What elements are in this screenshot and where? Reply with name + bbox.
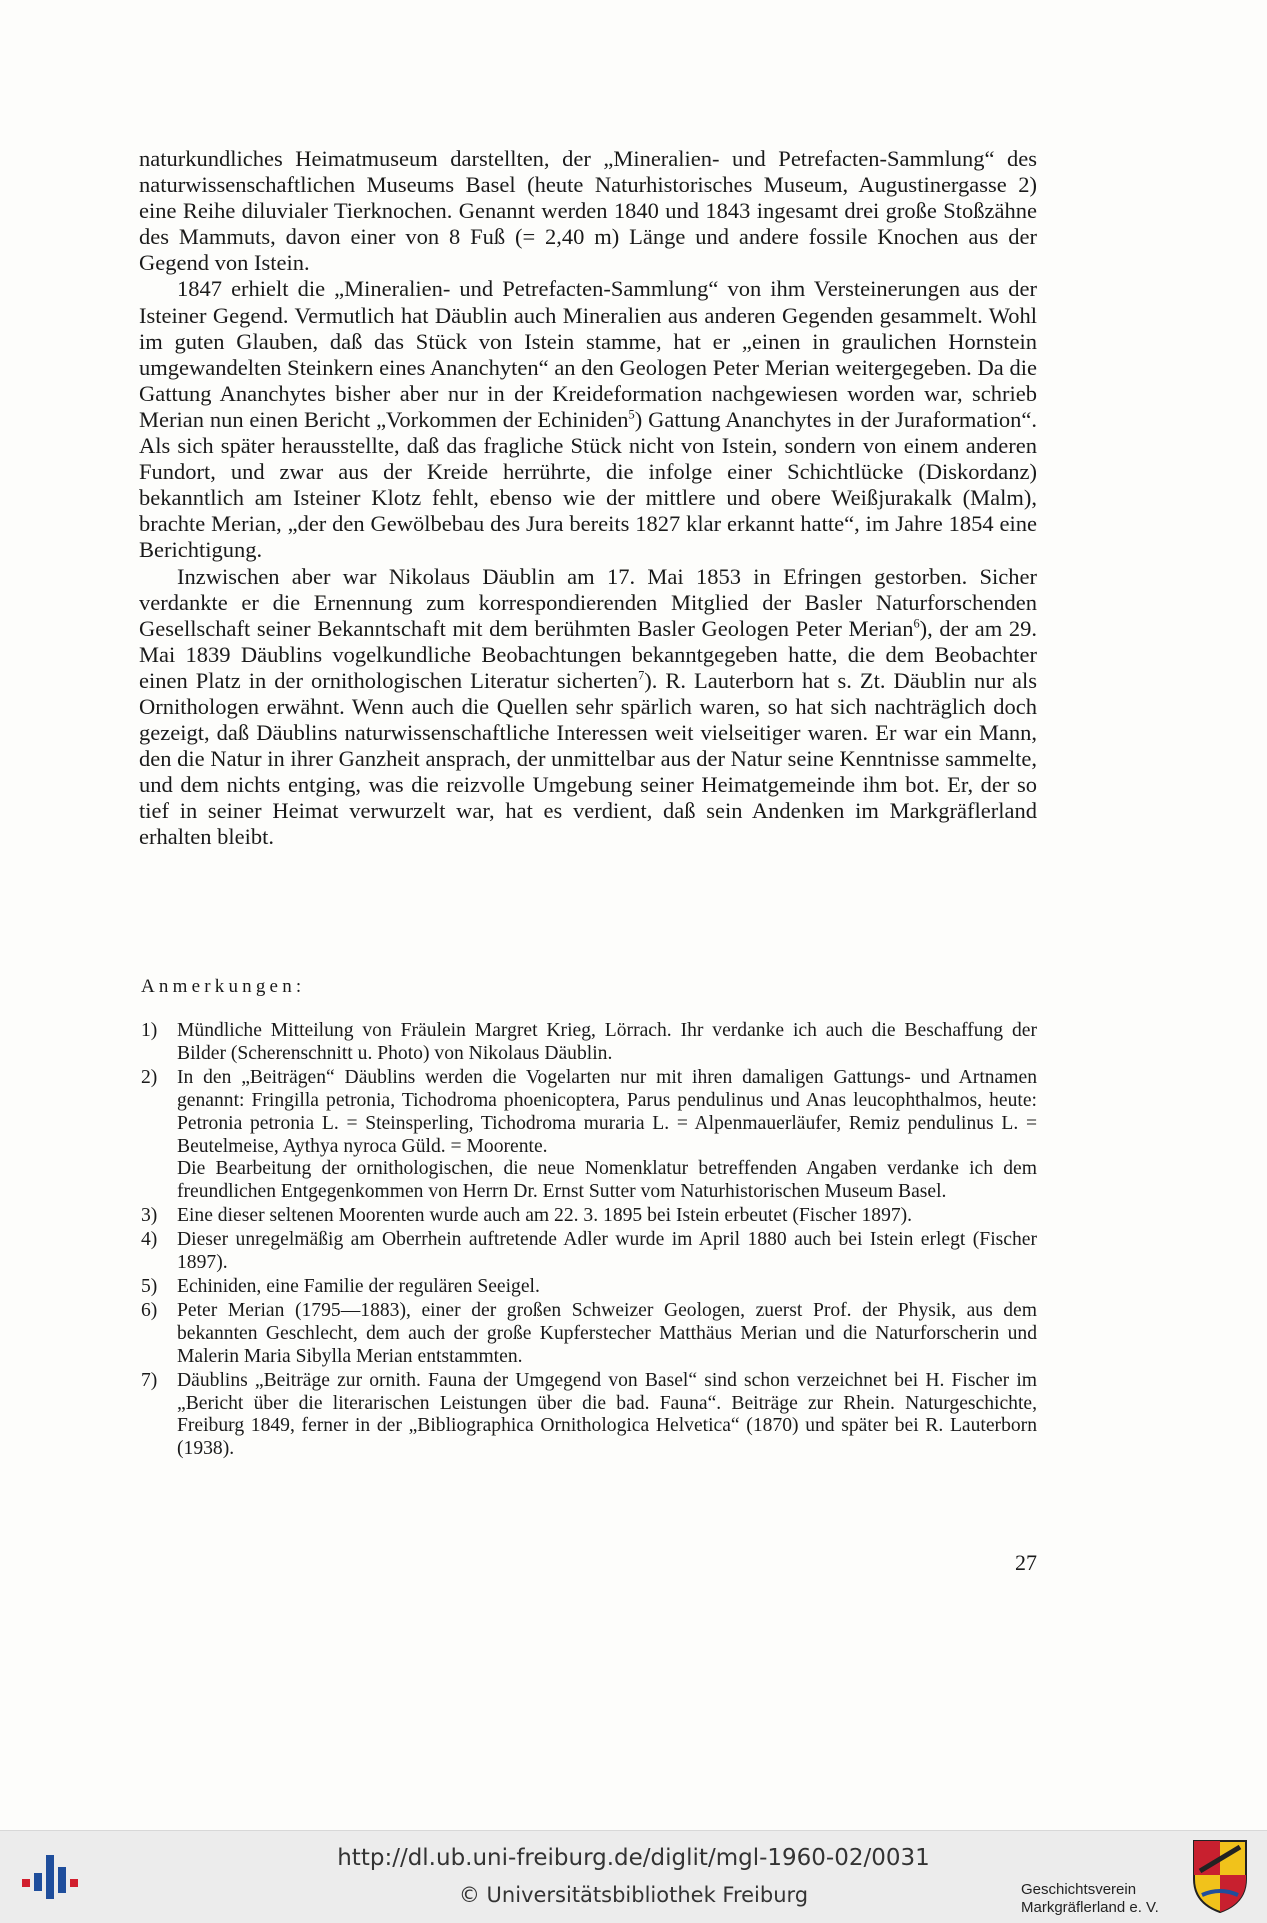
society-line: Markgräflerland e. V.: [1021, 1899, 1159, 1916]
note-text: Däublins „Beiträge zur ornith. Fauna der Umgegend von Basel“ sind schon verzeichnet bei H. Fischer im „Bericht über die literarischen Leistungen über die bad. Fauna“. Beiträge zur Rhein. Naturgeschichte, Freiburg 1849, ferner in der „Bibliographica Ornithologica Helvetica“ (1870) und später bei R. Lauterborn (1938).: [177, 1369, 1037, 1460]
note-item: [141, 1020, 1037, 1066]
society-name: [1021, 1881, 1191, 1917]
note-number: 2): [141, 1066, 158, 1088]
notes-list: [141, 1020, 1037, 1462]
note-text: Echiniden, eine Familie der regulären Seeigel.: [177, 1275, 540, 1297]
body-text-run: ). R. Lauterborn hat s. Zt. Däublin nur als Ornithologen erwähnt. Wenn auch die Quellen sehr spärlich waren, so hat sich nachträglich doch gezeigt, daß Däublins naturwissenschaftliche Interessen weit vielseitiger waren. Er war ein Mann, den die Natur in ihrer Ganzheit ansprach, der unmittelbar aus der Natur seine Kenntnisse sammelte, und dem nichts entging, was die reizvolle Umgebung seiner Heimatgemeinde ihm bot. Er, der so tief in seiner Heimat verwurzelt war, hat es verdient, daß sein Andenken im Markgräflerland erhalten bleibt.: [139, 667, 1037, 850]
body-text-run: ), der am 29. Mai 1839 Däublins vogelkundliche Beobachtungen bekanntgegeben hatte, die dem Beobachter einen Platz in der ornithologischen Literatur sicherten: [139, 615, 1037, 693]
source-url-link[interactable]: http://dl.ub.uni-freiburg.de/diglit/mgl-1960-02/0031: [337, 1845, 930, 1871]
note-text: Mündliche Mitteilung von Fräulein Margret Krieg, Lörrach. Ihr verdanke ich auch die Beschaffung der Bilder (Scherenschnitt u. Photo) von Nikolaus Däublin.: [177, 1020, 1037, 1064]
footnote-ref[interactable]: 7: [638, 668, 645, 683]
note-text: Dieser unregelmäßig am Oberrhein auftretende Adler wurde im April 1880 auch bei Istein erlegt (Fischer 1897).: [177, 1229, 1037, 1274]
note-number: 1): [141, 1020, 158, 1041]
notes-heading: Anmerkungen:: [141, 976, 306, 997]
note-item: [141, 1229, 1037, 1275]
coat-of-arms-icon: [1190, 1837, 1250, 1915]
note-number: 3): [141, 1205, 158, 1227]
body-paragraph: naturkundliches Heimatmuseum darstellten, der „Mineralien- und Petrefacten-Sammlung“ des naturwissenschaftlichen Museums Basel (heute Naturhistorisches Museum, Augustinergasse 2) eine Reihe diluvialer Tierknochen. Genannt werden 1840 und 1843 ingesamt drei große Stoßzähne des Mammuts, davon einer von 8 Fuß (= 2,40 m) Länge und andere fossile Knochen aus der Gegend von Istein.: [139, 146, 1037, 276]
footnote-ref[interactable]: 5: [628, 407, 635, 422]
page-number: 27: [1015, 1550, 1037, 1575]
body-text: [139, 146, 1037, 851]
note-text: Eine dieser seltenen Moorenten wurde auch am 22. 3. 1895 bei Istein erbeutet (Fischer 1897).: [177, 1205, 913, 1227]
note-number: 7): [141, 1369, 158, 1391]
footnote-ref[interactable]: 6: [913, 616, 920, 631]
copyright-text: © Universitätsbibliothek Freiburg: [458, 1883, 809, 1907]
society-line: Geschichtsverein: [1021, 1881, 1137, 1898]
viewer-footer: [0, 1830, 1267, 1923]
note-number: 6): [141, 1299, 158, 1321]
note-item: [141, 1205, 1037, 1228]
note-text: In den „Beiträgen“ Däublins werden die Vogelarten nur mit ihren damaligen Gattungs- und Artnamen genannt: Fringilla petronia, Tichodroma phoenicoptera, Parus pendulinus und Anas leucophthalmos, heute: Petronia petronia L. = Steinsperling, Tichodroma muraria L. = Alpenmauerläufer, Remiz pendulinus L. = Beutelmeise, Aythya nyroca Güld. = Moorente. Die Bearbeitung der ornithologischen, die neue Nomenklatur betreffenden Angaben verdanke ich dem freundlichen Entgegenkommen von Herrn Dr. Ernst Sutter vom Naturhistorischen Museum Basel.: [177, 1066, 1037, 1203]
body-text-run: 1847 erhielt die „Mineralien- und Petrefacten-Sammlung“ von ihm Versteinerungen aus der Isteiner Gegend. Vermutlich hat Däublin auch Mineralien aus anderen Gegenden gesammelt. Wohl im guten Glauben, daß das Stück von Istein stamme, hat er „einen in graulichen Hornstein umgewandelten Steinkern eines Ananchyten“ an den Geologen Peter Merian weitergegeben. Da die Gattung Ananchytes bisher aber nur in der Kreideformation nachgewiesen worden war, schrieb Merian nun einen Bericht „Vorkommen der Echiniden: [139, 276, 1037, 432]
note-number: 5): [141, 1275, 158, 1297]
note-item: [141, 1067, 1037, 1204]
body-text-run: Inzwischen aber war Nikolaus Däublin am 17. Mai 1853 in Efringen gestorben. Sicher verdankte er die Ernennung zum korrespondierenden Mitglied der Basler Naturforschenden Gesellschaft seiner Bekanntschaft mit dem berühmten Basler Geologen Peter Merian: [139, 563, 1037, 641]
note-text: Peter Merian (1795—1883), einer der großen Schweizer Geologen, zuerst Prof. der Physik, aus dem bekannten Geschlecht, dem auch der große Kupferstecher Matthäus Merian und die Naturforscherin und Malerin Maria Sibylla Merian entstammten.: [177, 1299, 1037, 1367]
note-number: 4): [141, 1229, 158, 1251]
note-item: [141, 1276, 1037, 1299]
note-item: [141, 1300, 1037, 1369]
body-paragraph: [139, 276, 1037, 563]
body-paragraph: [139, 564, 1037, 851]
body-text-run: ) Gattung Ananchytes in der Juraformation“. Als sich später herausstellte, daß das fragliche Stück nicht von Istein, sondern von einem anderen Fundort, und zwar aus der Kreide herrührte, die infolge einer Schichtlücke (Diskordanz) bekanntlich am Isteiner Klotz fehlt, ebenso wie der mittlere und obere Weißjurakalk (Malm), brachte Merian, „der den Gewölbebau des Jura bereits 1827 klar erkannt hatte“, im Jahre 1854 eine Berichtigung.: [139, 406, 1037, 563]
note-item: [141, 1370, 1037, 1462]
